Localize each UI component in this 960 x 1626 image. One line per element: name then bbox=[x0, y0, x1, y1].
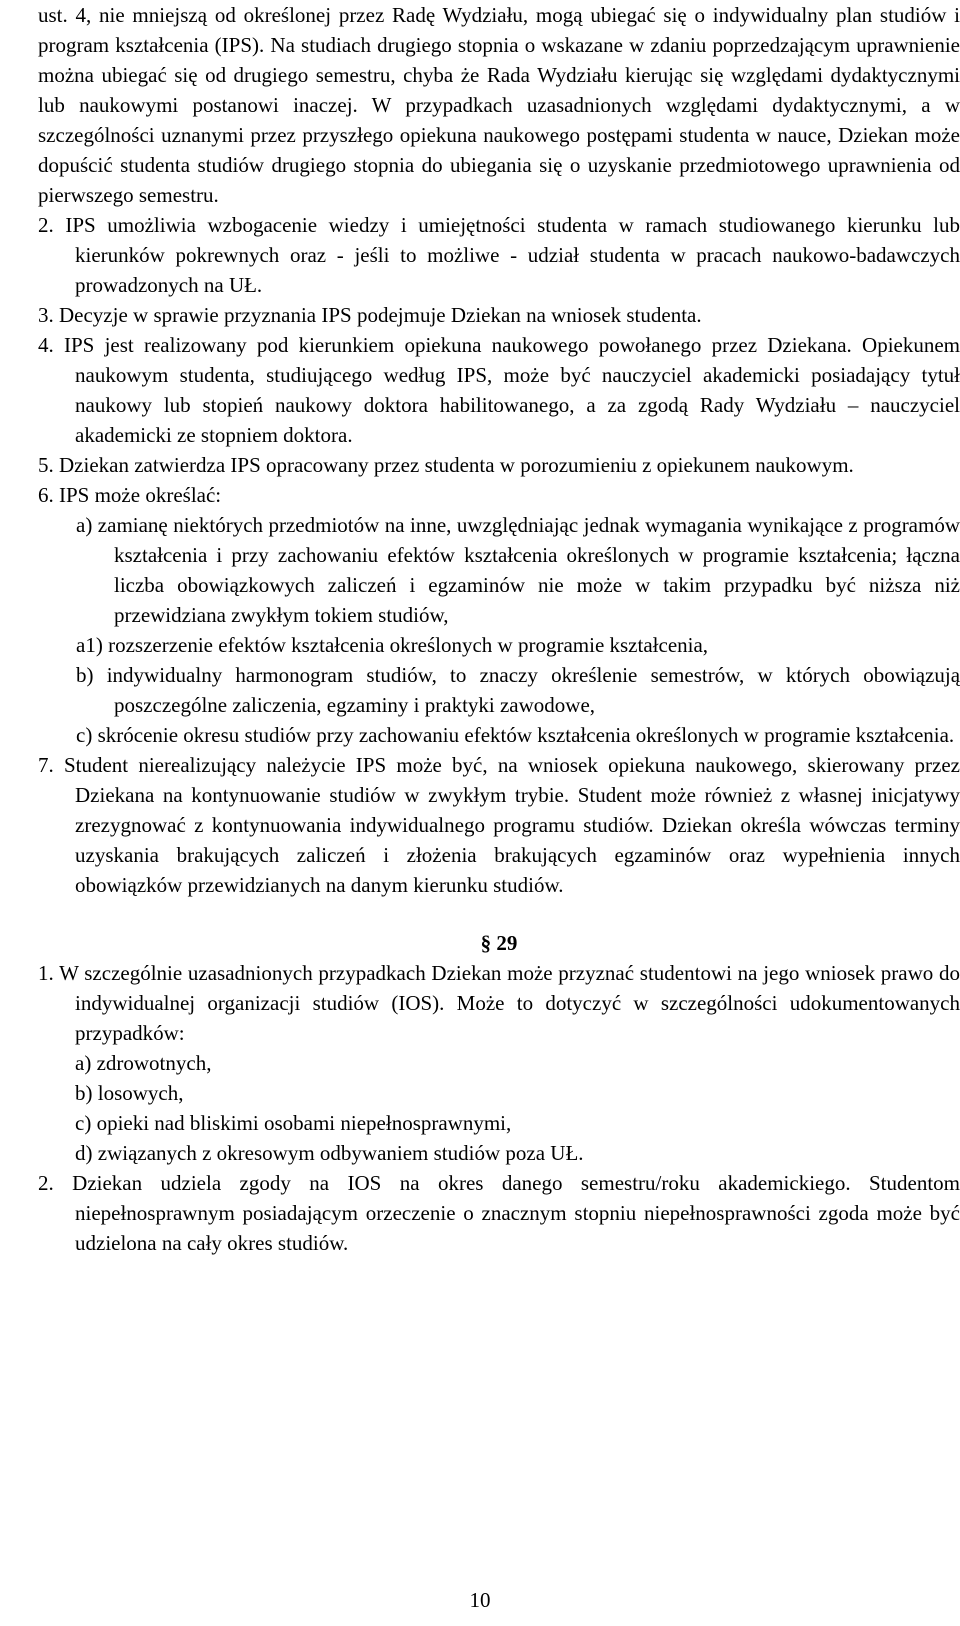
item-text: Student nierealizujący należycie IPS może być, na wniosek opiekuna naukowego, skierowany przez Dziekana na kontynuowanie studiów w zwykłym trybie. Student może również z własnej inicjatywy zrezygnować z kontynuowania indywidualnego programu studiów. Dziekan określa wówczas terminy uzyskania brakujących zaliczeń i złożenia brakujących egzaminów oraz wypełnienia innych obowiązków przewidzianych na danym kierunku studiów. bbox=[63, 753, 960, 897]
item-number: 2. bbox=[38, 213, 54, 237]
s29-subitem-d: d) związanych z okresowym odbywaniem studiów poza UŁ. bbox=[75, 1141, 584, 1165]
subitem-label: a1) bbox=[76, 633, 103, 657]
item-number: 7. bbox=[38, 753, 54, 777]
item-7 bbox=[38, 750, 960, 900]
document-body bbox=[38, 0, 960, 1258]
item-2 bbox=[38, 210, 960, 300]
subitem-a bbox=[76, 510, 960, 630]
item-text: IPS jest realizowany pod kierunkiem opiekuna naukowego powołanego przez Dziekana. Opiekunem naukowym studenta, studiującego według IPS, może być nauczyciel akademicki posiadający tytuł naukowy lub stopień naukowy doktora habilitowanego, a za zgodą Rady Wydziału – nauczyciel akademicki ze stopniem doktora. bbox=[64, 333, 960, 447]
s29-subitem-b: b) losowych, bbox=[75, 1081, 184, 1105]
s29-item-2 bbox=[38, 1168, 960, 1258]
section-heading: § 29 bbox=[480, 931, 518, 955]
subitem-label: c) bbox=[76, 723, 93, 747]
s29-item-1 bbox=[38, 958, 960, 1048]
item-4 bbox=[38, 330, 960, 450]
subitem-text: rozszerzenie efektów kształcenia określonych w programie kształcenia, bbox=[108, 633, 709, 657]
item-number: 4. bbox=[38, 333, 54, 357]
page-number: 10 bbox=[469, 1588, 491, 1612]
subitem-label: b) bbox=[76, 663, 94, 687]
subitem-b bbox=[76, 660, 960, 720]
item-5 bbox=[38, 450, 960, 480]
item-6 bbox=[38, 480, 960, 510]
s29-sublist bbox=[38, 1048, 960, 1168]
subitem-a1 bbox=[76, 630, 960, 660]
item-number: 1. bbox=[38, 961, 54, 985]
item-number: 5. bbox=[38, 453, 54, 477]
subitem-c bbox=[76, 720, 960, 750]
item-text: W szczególnie uzasadnionych przypadkach Dziekan może przyznać studentowi na jego wniosek prawo do indywidualnej organizacji studiów (IOS). Może to dotyczyć w szczególności udokumentowanych przypadków: bbox=[59, 961, 960, 1045]
subitem-text: zamianę niektórych przedmiotów na inne, uwzględniając jednak wymagania wynikające z programów kształcenia i przy zachowaniu efektów kształcenia określonych w programie kształcenia; łączna liczba obowiązkowych zaliczeń i egzaminów nie może w takim przypadku być niższa niż przewidziana zwykłym tokiem studiów, bbox=[97, 513, 960, 627]
item-3 bbox=[38, 300, 960, 330]
subitem-label: a) bbox=[76, 513, 93, 537]
intro-paragraph: ust. 4, nie mniejszą od określonej przez Radę Wydziału, mogą ubiegać się o indywidualny plan studiów i program kształcenia (IPS). Na studiach drugiego stopnia o wskazane w zdaniu poprzedzającym uprawnienie można ubiegać się od drugiego semestru, chyba że Rada Wydziału kierując się względami dydaktycznymi lub naukowymi postanowi inaczej. W przypadkach uzasadnionych względami dydaktycznymi, a w szczególności uznanymi przez przyszłego opiekuna naukowego postępami studenta w nauce, Dziekan może dopuścić studenta studiów drugiego stopnia do ubiegania się o uzyskanie przedmiotowego uprawnienia od pierwszego semestru. bbox=[38, 3, 960, 207]
item-text: Dziekan zatwierdza IPS opracowany przez studenta w porozumieniu z opiekunem naukowym. bbox=[59, 453, 854, 477]
item-number: 3. bbox=[38, 303, 54, 327]
subitem-text: indywidualny harmonogram studiów, to znaczy określenie semestrów, w których obowiązują poszczególne zaliczenia, egzaminy i praktyki zawodowe, bbox=[106, 663, 960, 717]
subitem-text: skrócenie okresu studiów przy zachowaniu efektów kształcenia określonych w programie kształcenia. bbox=[97, 723, 955, 747]
item-text: Decyzje w sprawie przyznania IPS podejmuje Dziekan na wniosek studenta. bbox=[59, 303, 702, 327]
item-6-sublist bbox=[38, 510, 960, 750]
item-text: IPS może określać: bbox=[59, 483, 222, 507]
item-number: 6. bbox=[38, 483, 54, 507]
s29-subitem-a: a) zdrowotnych, bbox=[75, 1051, 212, 1075]
item-number: 2. bbox=[38, 1171, 54, 1195]
item-text: IPS umożliwia wzbogacenie wiedzy i umiejętności studenta w ramach studiowanego kierunku lub kierunków pokrewnych oraz - jeśli to możliwe - udział studenta w pracach naukowo-badawczych prowadzonych na UŁ. bbox=[65, 213, 960, 297]
item-text: Dziekan udziela zgody na IOS na okres danego semestru/roku akademickiego. Studentom niepełnosprawnym posiadającym orzeczenie o znacznym stopniu niepełnosprawności zgoda może być udzielona na cały okres studiów. bbox=[72, 1171, 960, 1255]
s29-subitem-c: c) opieki nad bliskimi osobami niepełnosprawnymi, bbox=[75, 1111, 512, 1135]
